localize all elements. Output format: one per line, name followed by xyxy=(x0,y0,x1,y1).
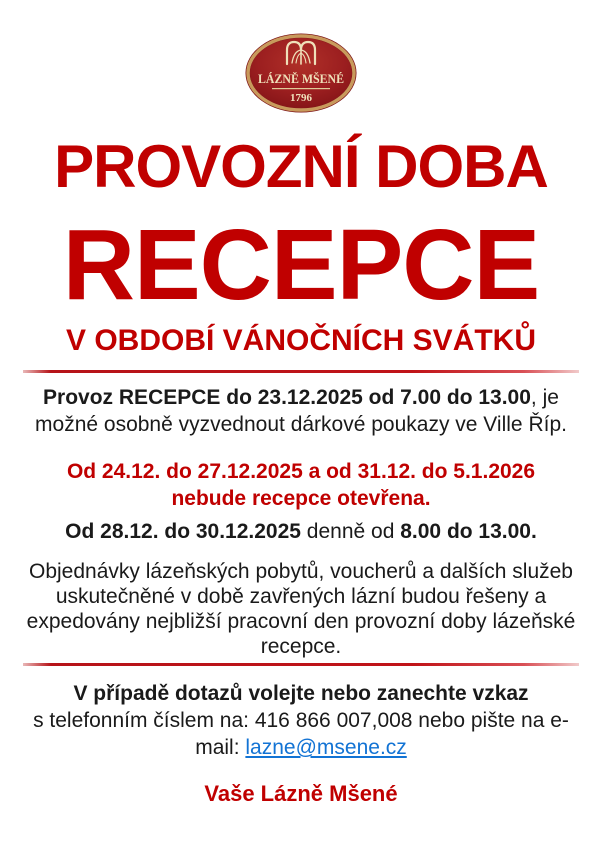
divider-top xyxy=(23,370,579,373)
signature: Vaše Lázně Mšené xyxy=(204,781,398,806)
opening-hours-bold: Provoz RECEPCE do 23.12.2025 od 7.00 do 13.00 xyxy=(43,386,531,409)
page-title-line1: PROVOZNÍ DOBA xyxy=(54,133,548,200)
spa-logo-emblem xyxy=(245,33,357,113)
contact-email-prefix: mail: xyxy=(195,736,246,759)
page-title-line2: RECEPCE xyxy=(62,209,540,321)
orders-paragraph: Objednávky lázeňských pobytů, voucherů a dalších služeb uskutečněné v době zavřených lázní budou řešeny a expedovány nejbližší pracovní den provozní doby lázeňské recepce. xyxy=(26,560,576,658)
page-subtitle: V OBDOBÍ VÁNOČNÍCH SVÁTKŮ xyxy=(65,324,537,357)
email-link[interactable]: lazne@msene.cz xyxy=(245,736,407,759)
closed-dates-paragraph: Od 24.12. do 27.12.2025 a od 31.12. do 5.1.2026 nebude recepce otevřena. xyxy=(66,460,536,510)
opening-hours-paragraph xyxy=(27,384,575,438)
contact-block xyxy=(0,680,602,761)
divider-bottom xyxy=(23,663,579,666)
contact-heading: V případě dotazů volejte nebo zanechte vzkaz xyxy=(73,682,529,705)
contact-phone-line: s telefonním číslem na: 416 866 007,008 nebo pište na e- xyxy=(33,709,569,732)
logo-name: LÁZNĚ MŠENÉ xyxy=(258,71,344,86)
logo-year: 1796 xyxy=(290,92,312,104)
spa-logo xyxy=(0,0,602,113)
limited-hours: 8.00 do 13.00. xyxy=(400,520,537,543)
limited-dates: Od 28.12. do 30.12.2025 xyxy=(65,520,301,543)
limited-middle: denně od xyxy=(300,520,401,543)
opening-hours-rest: , je možné osobně vyzvednout dárkové poukazy ve Ville Říp. xyxy=(35,386,567,436)
logo-rule xyxy=(272,88,330,89)
contact-email-line xyxy=(0,734,602,761)
limited-hours-paragraph xyxy=(27,518,575,545)
